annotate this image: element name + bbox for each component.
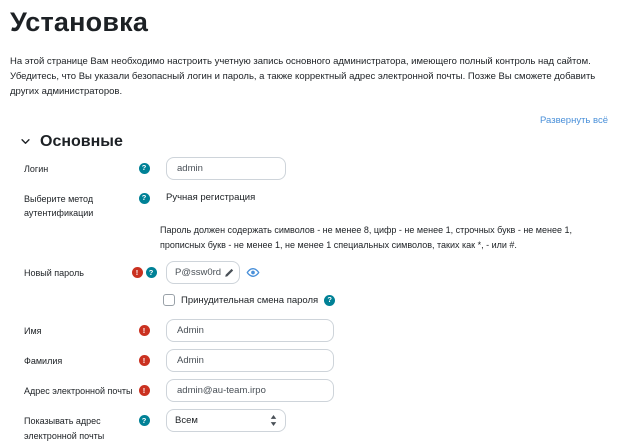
reveal-password-button[interactable] — [246, 266, 260, 279]
section-header-general[interactable] — [10, 133, 608, 151]
required-icon: ! — [132, 267, 143, 278]
pencil-icon — [224, 268, 234, 278]
required-icon: ! — [139, 325, 150, 336]
firstname-label: Имя — [24, 326, 42, 337]
force-password-change-checkbox[interactable] — [163, 294, 175, 306]
required-icon: ! — [139, 385, 150, 396]
firstname-input[interactable] — [166, 319, 334, 342]
expand-all-link[interactable]: Развернуть всё — [540, 114, 608, 126]
chevron-down-icon — [20, 136, 31, 147]
email-label: Адрес электронной почты — [24, 386, 133, 397]
eye-icon — [246, 266, 260, 279]
username-input[interactable] — [166, 157, 286, 180]
section-title: Основные — [40, 132, 123, 150]
row-email-visibility — [10, 409, 608, 444]
force-password-change-label: Принудительная смена пароля — [181, 294, 319, 306]
auth-method-value: Ручная регистрация — [166, 191, 256, 203]
password-policy-text: Пароль должен содержать символов - не менее 8, цифр - не менее 1, строчных букв - не менее 1, прописных букв - не менее 1, не менее 1 специальных символов, таких как *, - или #. — [160, 225, 572, 250]
email-visibility-label: Показывать адрес электронной почты — [24, 416, 105, 441]
expand-all-row — [10, 115, 608, 126]
row-email — [10, 379, 608, 402]
page-title: Установка — [10, 7, 149, 37]
row-firstname — [10, 319, 608, 342]
help-icon[interactable]: ? — [139, 163, 150, 174]
help-icon[interactable]: ? — [139, 193, 150, 204]
lastname-input[interactable] — [166, 349, 334, 372]
help-icon[interactable]: ? — [146, 267, 157, 278]
email-visibility-select[interactable] — [166, 409, 286, 432]
intro-text: На этой странице Вам необходимо настроить учетную запись основного администратора, имеющего полный контроль над сайтом. Убедитесь, что Вы указали безопасный логин и пароль, а также корректный адрес электронной почты. Позже Вы сможете добавить других администраторов. — [10, 56, 596, 98]
auth-method-label: Выберите метод аутентификации — [24, 193, 94, 219]
install-page — [0, 7, 624, 444]
lastname-label: Фамилия — [24, 356, 63, 367]
email-input[interactable] — [166, 379, 334, 402]
row-auth-method — [10, 187, 608, 222]
new-password-value: P@ssw0rd — [175, 267, 222, 279]
new-password-label: Новый пароль — [24, 268, 84, 279]
help-icon[interactable]: ? — [324, 295, 335, 306]
row-force-password-change — [163, 294, 608, 306]
row-new-password — [10, 261, 608, 284]
select-updown-icon — [270, 415, 277, 426]
required-icon: ! — [139, 355, 150, 366]
admin-account-form — [10, 157, 608, 444]
help-icon[interactable]: ? — [139, 415, 150, 426]
username-label: Логин — [24, 163, 49, 174]
row-username — [10, 157, 608, 180]
new-password-input[interactable] — [166, 261, 240, 284]
row-lastname — [10, 349, 608, 372]
email-visibility-value: Всем — [175, 415, 198, 427]
